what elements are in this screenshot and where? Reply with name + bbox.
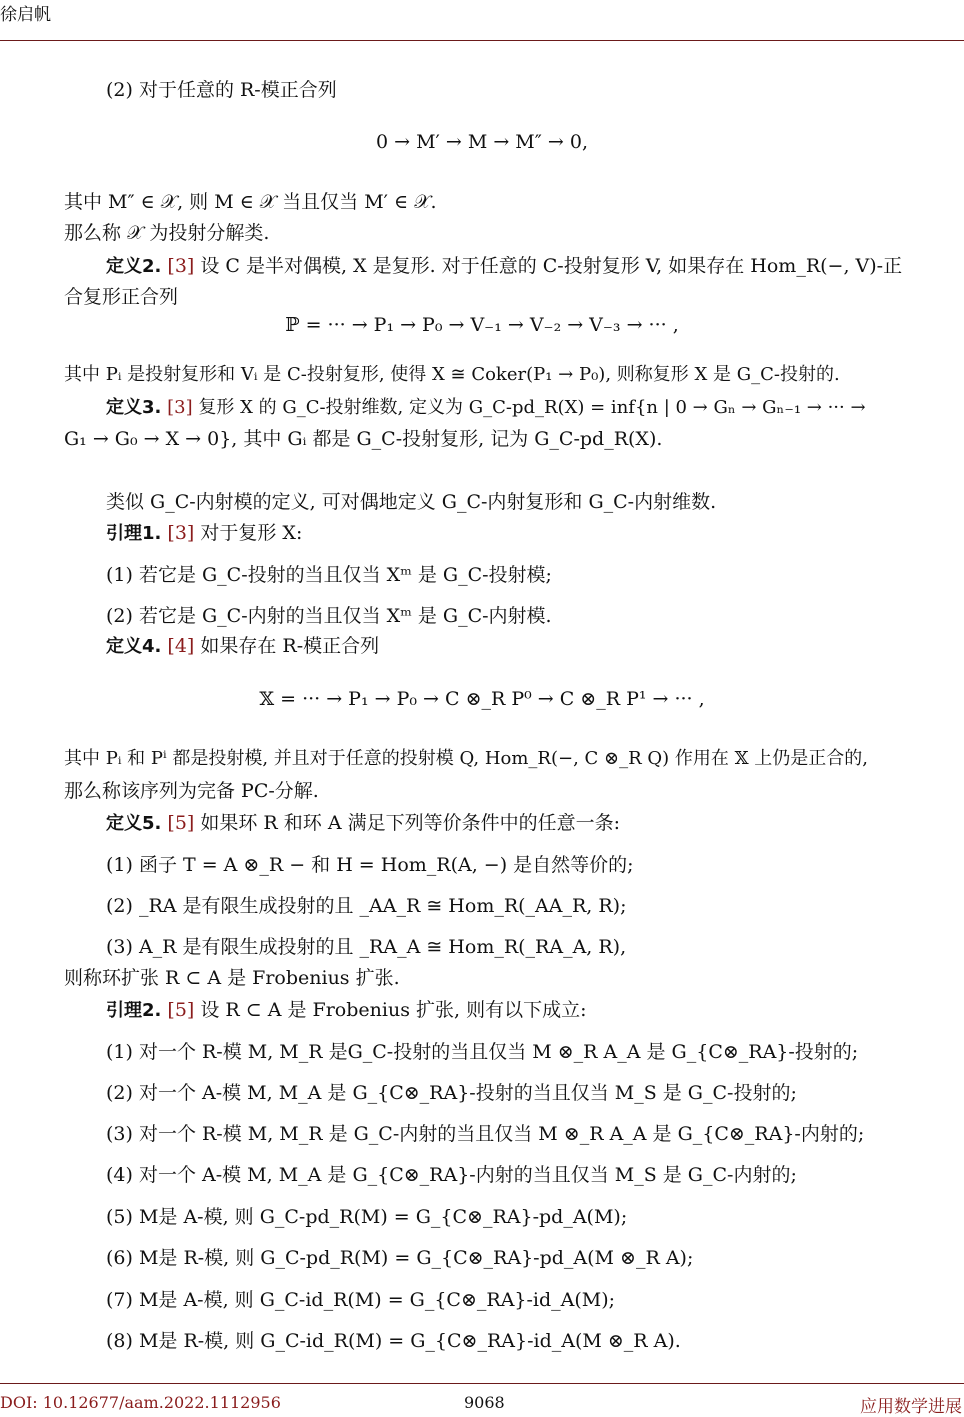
lemma-text: 设 R ⊂ A 是 Frobenius 扩张, 则有以下成立: [200, 999, 587, 1021]
list-item: (1) 若它是 G_C-投射的当且仅当 Xᵐ 是 G_C-投射模; [106, 564, 552, 586]
footer-rule [0, 1383, 964, 1384]
citation-link[interactable]: [5] [167, 999, 195, 1021]
definition-label: 定义2. [106, 256, 162, 277]
text-line: 合复形正合列 [64, 286, 179, 308]
text-line: 其中 Pᵢ 是投射复形和 Vᵢ 是 C-投射复形, 使得 X ≅ Coker(P₁ → P₀), 则称复形 X 是 G_C-投射的. [64, 364, 840, 385]
list-item: (2) 若它是 G_C-内射的当且仅当 Xᵐ 是 G_C-内射模. [106, 605, 552, 627]
footer-journal-link[interactable]: 应用数学进展 [860, 1397, 962, 1417]
list-item: (5) M是 A-模, 则 G_C-pd_R(M) = G_{C⊗_RA}-pd_A(M); [106, 1206, 628, 1228]
equation-exact-sequence: 0 → M′ → M → M″ → 0, [376, 131, 588, 153]
lemma-label: 引理2. [106, 1000, 162, 1021]
definition-text: 复形 X 的 G_C-投射维数, 定义为 G_C-pd_R(X) = inf{n | 0 → Gₙ → Gₙ₋₁ → ··· → [198, 397, 866, 418]
definition-text: 如果存在 R-模正合列 [200, 635, 380, 657]
citation-link[interactable]: [3] [167, 397, 193, 418]
text-line: 其中 Pᵢ 和 Pⁱ 都是投射模, 并且对于任意的投射模 Q, Hom_R(−, C ⊗_R Q) 作用在 𝕏 上仍是正合的, [64, 748, 869, 769]
definition-4 [106, 631, 379, 658]
list-item: (3) 对一个 R-模 M, M_R 是 G_C-内射的当且仅当 M ⊗_R A_A 是 G_{C⊗_RA}-内射的; [106, 1123, 865, 1145]
list-item: (1) 对一个 R-模 M, M_R 是G_C-投射的当且仅当 M ⊗_R A_A 是 G_{C⊗_RA}-投射的; [106, 1041, 859, 1063]
citation-link[interactable]: [3] [167, 255, 195, 277]
equation-complete-PC: 𝕏 = ··· → P₁ → P₀ → C ⊗_R P⁰ → C ⊗_R P¹ → ··· , [259, 688, 705, 710]
definition-5 [106, 808, 620, 835]
list-item: (6) M是 R-模, 则 G_C-pd_R(M) = G_{C⊗_RA}-pd_A(M ⊗_R A); [106, 1247, 694, 1269]
citation-link[interactable]: [3] [167, 522, 195, 544]
definition-label: 定义3. [106, 397, 162, 418]
lemma-2 [106, 995, 586, 1022]
definition-text: 设 C 是半对偶模, X 是复形. 对于任意的 C-投射复形 V, 如果存在 Hom_R(−, V)-正 [200, 255, 903, 277]
text-line: 那么称该序列为完备 PC-分解. [64, 780, 319, 802]
lemma-1 [106, 518, 302, 545]
lemma-text: 对于复形 X: [200, 522, 303, 544]
definition-label: 定义4. [106, 636, 162, 657]
text-line: 则称环扩张 R ⊂ A 是 Frobenius 扩张. [64, 967, 400, 989]
list-item: (4) 对一个 A-模 M, M_A 是 G_{C⊗_RA}-内射的当且仅当 M_S 是 G_C-内射的; [106, 1164, 797, 1186]
text-line: (2) 对于任意的 R-模正合列 [106, 79, 337, 101]
list-item: (2) _RA 是有限生成投射的且 _AA_R ≅ Hom_R(_AA_R, R); [106, 895, 627, 917]
definition-label: 定义5. [106, 813, 162, 834]
text-line: G₁ → G₀ → X → 0}, 其中 Gᵢ 都是 G_C-投射复形, 记为 G_C-pd_R(X). [64, 428, 663, 450]
list-item: (7) M是 A-模, 则 G_C-id_R(M) = G_{C⊗_RA}-id_A(M); [106, 1289, 616, 1311]
text-line: 类似 G_C-内射模的定义, 可对偶地定义 G_C-内射复形和 G_C-内射维数. [106, 491, 717, 513]
citation-link[interactable]: [4] [167, 635, 195, 657]
definition-3 [106, 393, 866, 419]
text-line: 那么称 𝒳 为投射分解类. [64, 222, 270, 244]
equation-complex-P: ℙ = ··· → P₁ → P₀ → V₋₁ → V₋₂ → V₋₃ → ··· , [285, 314, 679, 336]
definition-2 [106, 251, 902, 278]
list-item: (3) A_R 是有限生成投射的且 _RA_A ≅ Hom_R(_RA_A, R), [106, 936, 627, 958]
text-line: 其中 M″ ∈ 𝒳, 则 M ∈ 𝒳 当且仅当 M′ ∈ 𝒳. [64, 191, 437, 213]
footer-doi-link[interactable]: DOI: 10.12677/aam.2022.1112956 [0, 1393, 281, 1412]
list-item: (1) 函子 T = A ⊗_R − 和 H = Hom_R(A, −) 是自然等价的; [106, 854, 634, 876]
header-rule [0, 40, 964, 41]
definition-text: 如果环 R 和环 A 满足下列等价条件中的任意一条: [200, 812, 620, 834]
citation-link[interactable]: [5] [167, 812, 195, 834]
lemma-label: 引理1. [106, 523, 162, 544]
list-item: (2) 对一个 A-模 M, M_A 是 G_{C⊗_RA}-投射的当且仅当 M_S 是 G_C-投射的; [106, 1082, 797, 1104]
footer-page-number: 9068 [464, 1393, 505, 1412]
list-item: (8) M是 R-模, 则 G_C-id_R(M) = G_{C⊗_RA}-id_A(M ⊗_R A). [106, 1330, 681, 1352]
running-header-author: 徐启帆 [0, 5, 51, 25]
